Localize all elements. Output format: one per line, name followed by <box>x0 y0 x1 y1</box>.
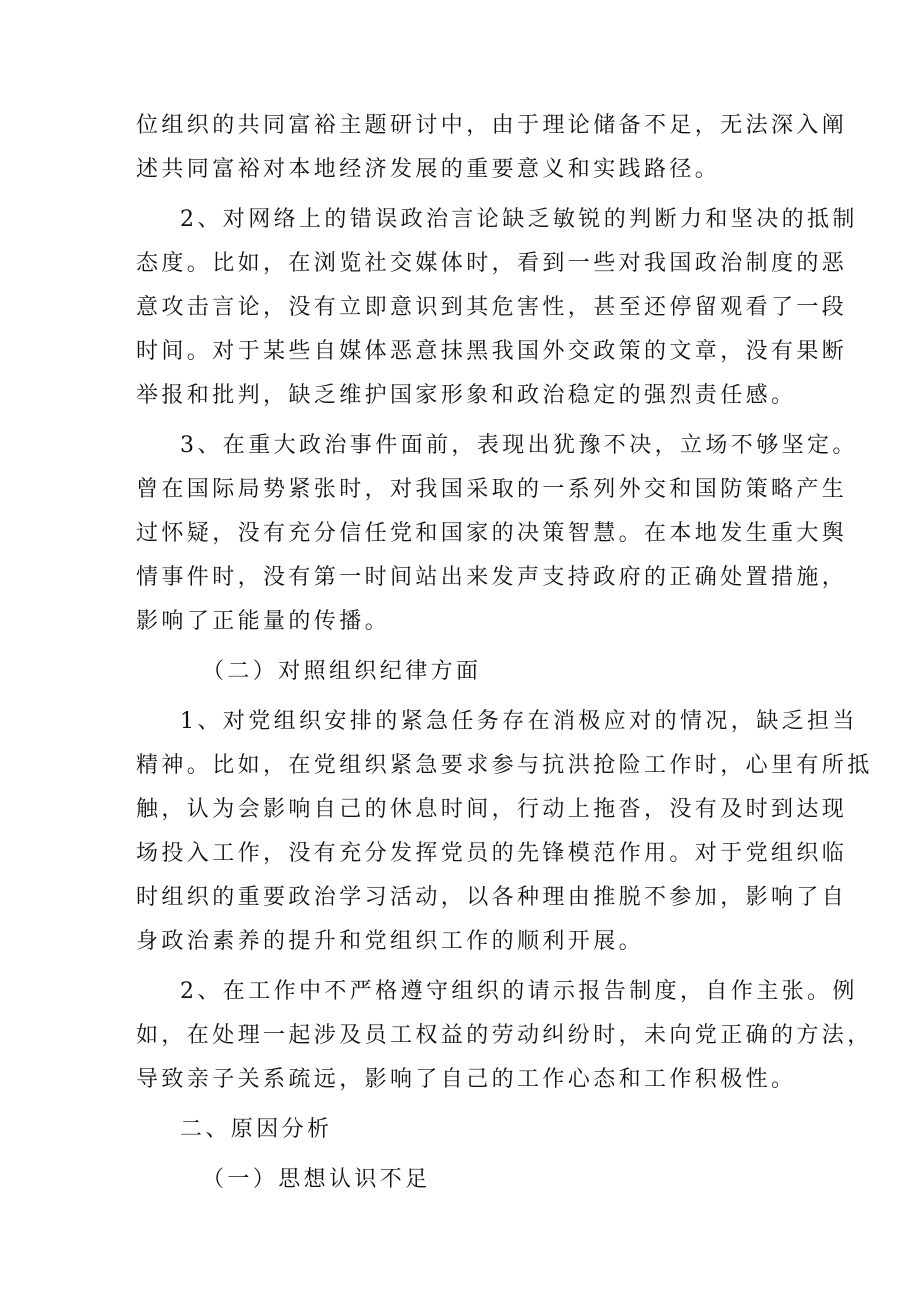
text-line: 身政治素养的提升和党组织工作的顺利开展。 <box>136 929 645 954</box>
text-line: 如，在处理一起涉及员工权益的劳动纠纷时，未向党正确的方法， <box>136 1023 873 1048</box>
text-line: 举报和批判，缺乏维护国家形象和政治稳定的强烈责任感。 <box>136 383 797 408</box>
text-line: 精神。比如，在党组织紧急要求参与抗洪抢险工作时，心里有所抵 <box>136 753 873 778</box>
text-line: 情事件时，没有第一时间站出来发声支持政府的正确处置措施， <box>136 565 848 590</box>
text-line: 1、对党组织安排的紧急任务存在消极应对的情况，缺乏担当 <box>180 709 858 734</box>
text-line: 时组织的重要政治学习活动，以各种理由推脱不参加，影响了自 <box>136 885 848 910</box>
text-line: 过怀疑，没有充分信任党和国家的决策智慧。在本地发生重大舆 <box>136 521 848 546</box>
text-line: 述共同富裕对本地经济发展的重要意义和实践路径。 <box>136 157 721 182</box>
text-line: 位组织的共同富裕主题研讨中，由于理论储备不足，无法深入阐 <box>136 113 848 138</box>
heading-line: （一）思想认识不足 <box>202 1167 431 1192</box>
paragraph-item-2b <box>136 970 873 1102</box>
text-line: 意攻击言论，没有立即意识到其危害性，甚至还停留观看了一段 <box>136 295 848 320</box>
paragraph-item-1 <box>136 700 873 964</box>
text-line: 态度。比如，在浏览社交媒体时，看到一些对我国政治制度的恶 <box>136 251 848 276</box>
section-heading-thinking <box>136 1158 792 1202</box>
paragraph-item-3 <box>136 424 858 644</box>
text-line: 场投入工作，没有充分发挥党员的先锋模范作用。对于党组织临 <box>136 841 848 866</box>
text-line: 2、在工作中不严格遵守组织的请示报告制度，自作主张。例 <box>180 979 858 1004</box>
heading-line: （二）对照组织纪律方面 <box>202 659 482 684</box>
heading-line: 二、原因分析 <box>180 1117 333 1142</box>
text-line: 2、对网络上的错误政治言论缺乏敏锐的判断力和坚决的抵制 <box>180 207 858 232</box>
paragraph-continuation <box>136 104 848 192</box>
text-line: 3、在重大政治事件面前，表现出犹豫不决，立场不够坚定。 <box>180 433 858 458</box>
text-line: 曾在国际局势紧张时，对我国采取的一系列外交和国防策略产生 <box>136 477 848 502</box>
text-line: 导致亲子关系疏远，影响了自己的工作心态和工作积极性。 <box>136 1067 797 1092</box>
text-line: 影响了正能量的传播。 <box>136 609 391 634</box>
section-heading-discipline <box>136 650 792 694</box>
section-heading-cause-analysis <box>136 1108 792 1152</box>
text-line: 时间。对于某些自媒体恶意抹黑我国外交政策的文章，没有果断 <box>136 339 848 364</box>
paragraph-item-2 <box>136 198 858 418</box>
text-line: 触，认为会影响自己的休息时间，行动上拖沓，没有及时到达现 <box>136 797 848 822</box>
